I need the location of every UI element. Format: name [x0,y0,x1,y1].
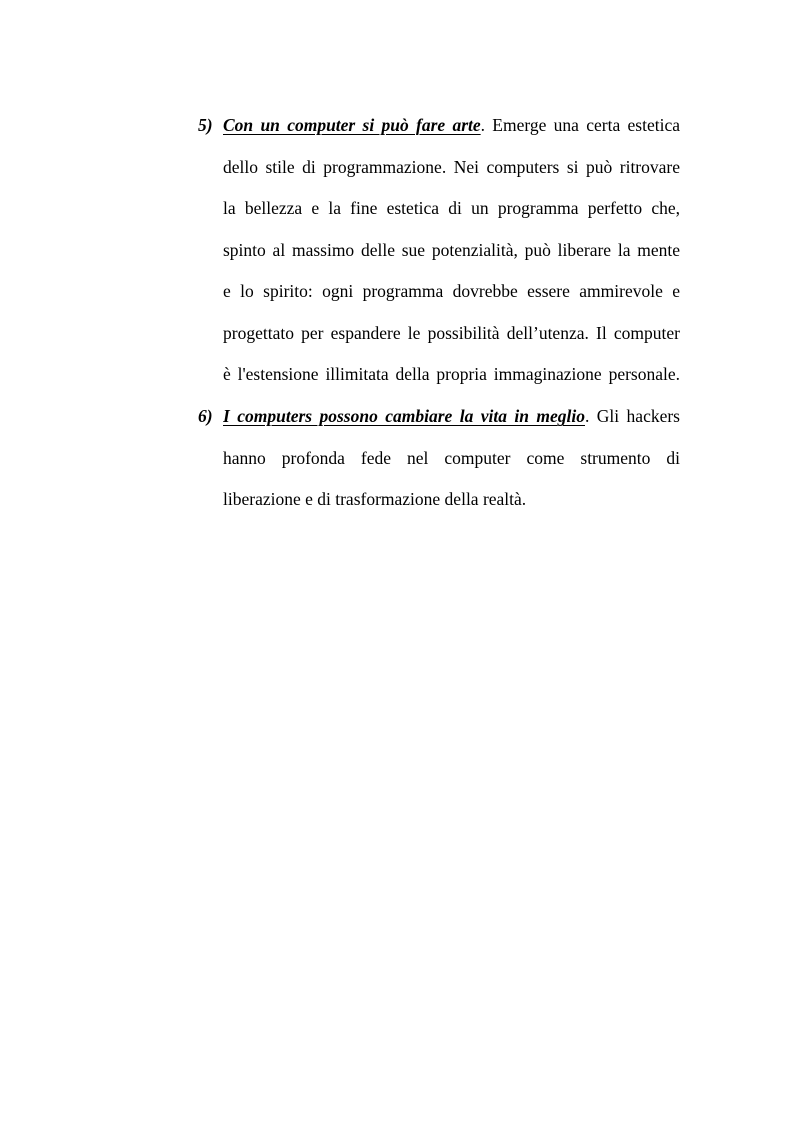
text-line [223,403,680,430]
line-text: . Gli hackers [585,406,680,426]
text-line [223,112,680,139]
text-line: è l'estensione illimitata della propria immaginazione personale. [223,364,680,384]
list-number: 5) [198,115,213,135]
text-line: la bellezza e la fine estetica di un programma perfetto che, [223,198,680,218]
text-line: progettato per espandere le possibilità dell’utenza. Il computer [223,322,680,343]
line-text: . Emerge una certa estetica [480,115,680,135]
text-line: hanno profonda fede nel computer come strumento di [223,447,680,468]
text-line: e lo spirito: ogni programma dovrebbe essere ammirevole e [223,281,680,301]
text-line: liberazione e di trasformazione della realtà. [223,489,527,509]
item-heading: Con un computer si può fare arte [223,115,481,135]
text-line: spinto al massimo delle sue potenzialità, può liberare la mente [223,239,680,260]
text-line: dello stile di programmazione. Nei computers si può ritrovare [223,156,680,177]
item-heading: I computers possono cambiare la vita in meglio [223,406,585,426]
list-number: 6) [198,406,213,426]
